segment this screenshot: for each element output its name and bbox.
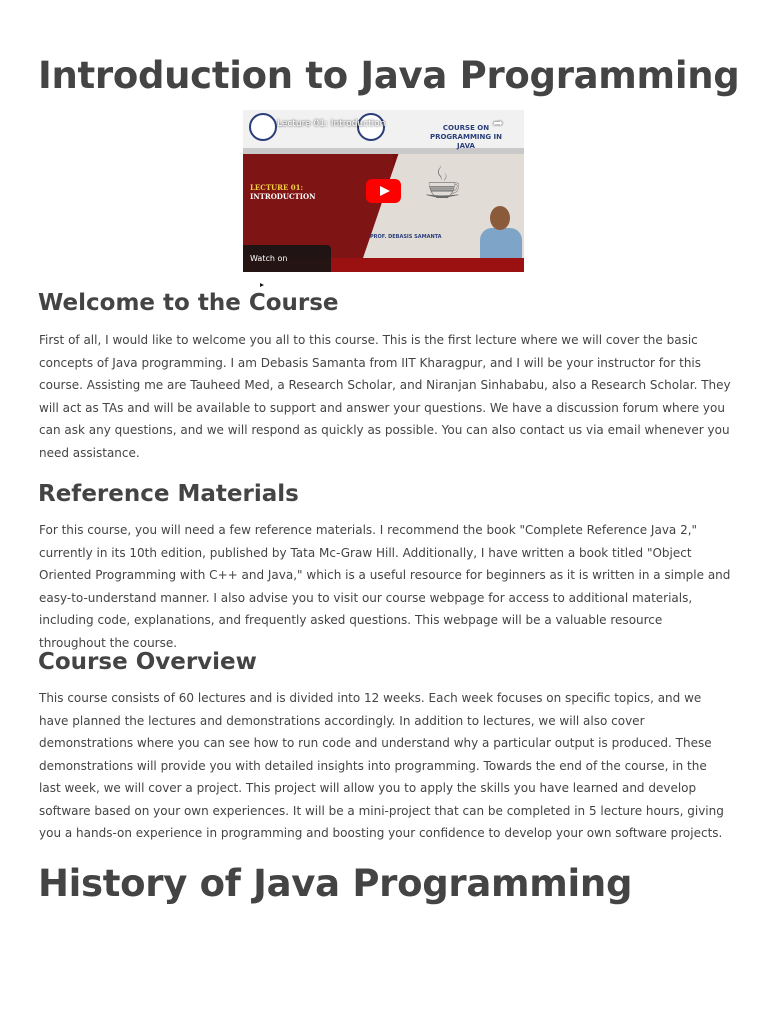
institute-logo-icon [249,113,277,141]
presenter-body [480,228,522,258]
youtube-logo-icon [256,281,307,291]
presenter-head [490,206,510,230]
video-course-label: COURSE ON PROGRAMMING IN JAVA [429,124,503,150]
section-text-overview: This course consists of 60 lectures and is divided into 12 weeks. Each week focuses on specific topics, and we have planned the lectures and demonstrations accordingly. In addition to lectures, we will also cover demonstrations where you can see how to run code and understand why a particular output is produced. These demonstrations will provide you with detailed insights into programming. Towards the end of the course, in the last week, we will cover a project. This project will allow you to apply the skills you have learned and develop software based on your own experiences. It will be a mini-project that can be completed in 5 lecture hours, giving you a hands-on experience in programming and boosting your confidence to develop your own software projects. [39,691,724,840]
next-section-title: History of Java Programming [38,862,633,905]
presenter-photo [478,204,524,258]
share-icon[interactable]: ➦ [493,116,504,130]
section-heading-welcome: Welcome to the Course [38,290,339,316]
video-lecture-label [250,183,316,201]
watch-on-label: Watch on [250,254,288,263]
section-text-reference: For this course, you will need a few reference materials. I recommend the book "Complete Reference Java 2," currently in its 10th edition, published by Tata Mc-Graw Hill. Additionally, I have written a book titled "Object Oriented Programming with C++ and Java," which is a useful resource for beginners as it is written in a simple and easy-to-understand manner. I also advise you to visit our course webpage for access to additional materials, including code, explanations, and frequently asked questions. This webpage will be a valuable resource throughout the course. [39,523,731,650]
play-button-icon[interactable] [366,179,401,203]
video-embed[interactable] [243,110,524,290]
section-heading-reference: Reference Materials [38,481,299,507]
youtube-logo-text: YouTube [269,280,307,290]
watch-on-youtube-button[interactable] [243,245,331,290]
video-presenter-name: PROF. DEBASIS SAMANTA [370,234,442,240]
video-lecture-number: LECTURE 01: [250,183,304,192]
page-title: Introduction to Java Programming [38,54,740,97]
section-heading-overview: Course Overview [38,649,257,675]
section-text-welcome: First of all, I would like to welcome you all to this course. This is the first lecture where we will cover the basic concepts of Java programming. I am Debasis Samanta from IIT Kharagpur, and I will be your instructor for this course. Assisting me are Tauheed Med, a Research Scholar, and Niranjan Sinhababu, also a Research Scholar. They will act as TAs and will be available to support and answer your questions. We have a discussion forum where you can ask any questions, and we will respond as quickly as possible. You can also contact us via email whenever you need assistance. [39,333,731,460]
video-title[interactable]: Lecture 01: Introduction [277,119,386,129]
video-lecture-topic: INTRODUCTION [250,192,316,201]
java-cup-icon: ☕ [423,158,463,209]
